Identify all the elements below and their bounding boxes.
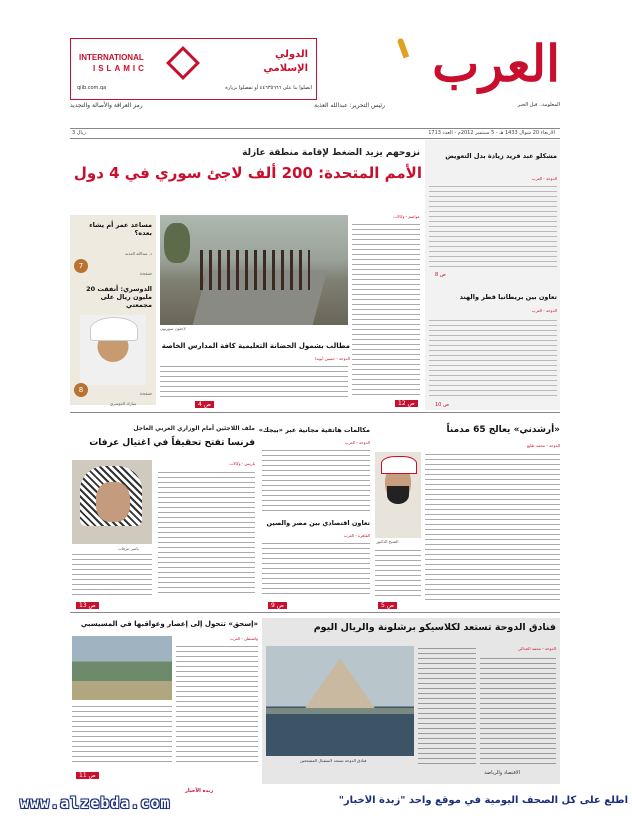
right-text-1 <box>429 184 557 270</box>
ad-slogan: رمز العراقة والأصالة والتجديد <box>70 102 143 109</box>
price: 3 ريال <box>72 130 86 136</box>
mid-story-byline: الدوحة - حسين أبوندا <box>314 356 350 361</box>
left-item1-page-label: صفحة <box>139 271 152 277</box>
left-item1-page: 7 <box>78 262 84 270</box>
lead-photo-caption: لاجئون سوريون <box>160 326 186 331</box>
row2-left-text <box>158 470 255 596</box>
masthead-feather-icon <box>397 38 409 59</box>
masthead-logo: العرب <box>432 34 560 93</box>
left-column <box>70 215 156 405</box>
row2-left-title[interactable]: فرنسا تفتح تحقيقاً في اغتيال عرفات <box>89 438 255 448</box>
masthead <box>70 34 560 128</box>
right-byline-2: الدوحة - العرب <box>531 308 557 313</box>
row2-right-photo-headwear <box>381 456 417 474</box>
row1-rule <box>70 412 560 413</box>
row2-left-page[interactable]: ص 13 <box>76 602 99 609</box>
row2-right-photo <box>375 452 421 538</box>
row3-left-page[interactable]: ص 11 <box>76 772 99 779</box>
row2-mid-sub-text <box>262 541 370 597</box>
row2-right-page[interactable]: ص 5 <box>378 602 397 609</box>
row3-right-photo <box>266 646 414 756</box>
ad-brand-en-1: INTERNATIONAL <box>79 53 144 62</box>
lead-text <box>352 222 420 397</box>
row2-left-byline: باريس - وكالات <box>229 461 255 466</box>
row3-right-photo-shore <box>266 708 414 714</box>
row3-right-text <box>480 656 556 766</box>
left-photo <box>80 315 146 385</box>
left-item2-page-badge[interactable] <box>74 383 88 397</box>
row2-left-photo-face <box>96 482 130 522</box>
lead-photo-tree <box>164 223 190 263</box>
left-item2-page-label: صفحة <box>139 391 152 397</box>
row3-right-byline: الدوحة - محمد الجدالي <box>517 646 556 651</box>
right-column <box>425 140 560 410</box>
date-rule <box>70 138 560 139</box>
right-byline-1: الدوحة - العرب <box>531 176 557 181</box>
lead-headline[interactable]: الأمم المتحدة: 200 ألف لاجئ سوري في 4 دول <box>73 164 422 182</box>
left-item2-page: 8 <box>78 386 84 394</box>
lead-photo-people <box>200 250 310 290</box>
row2-right-byline: الدوحة - محمد طايع <box>526 443 560 448</box>
row2-right-title[interactable]: «أرشدني» يعالج 65 مدمناً <box>446 425 560 435</box>
left-item1-byline: د. عبدالله العذبة <box>125 251 152 256</box>
ad-banner[interactable] <box>70 38 317 100</box>
row2-right-photo-beard <box>387 486 409 504</box>
row3-left-title[interactable]: «إسحق» تتحول إلى إعصار وعواقبها في المسيسبي <box>80 620 258 628</box>
row3-right-caption: فنادق الدوحة تستعد لاستقبال المشجعين <box>300 758 367 763</box>
ad-phone: اتصلوا بنا على ٤٤٦٣٥٦٦٦ أو تفضلوا بزيارة <box>225 85 312 91</box>
ad-logo-icon <box>166 46 200 80</box>
lead-kicker: نزوحهم يزيد الضغط لإقامة منطقة عازلة <box>242 148 420 158</box>
ad-brand-ar-2: الإسلامي <box>263 63 308 74</box>
row2-left-caption: ياسر عرفات <box>118 546 139 551</box>
row2-mid-page[interactable]: ص 9 <box>268 602 287 609</box>
editor-line: رئيس التحرير: عبدالله العذبة <box>314 102 385 109</box>
masthead-rule <box>70 128 560 129</box>
left-photo-caption: مبارك الدوسري <box>110 401 137 406</box>
mid-story-page[interactable]: ص 4 <box>195 401 214 408</box>
mid-story-title[interactable]: مطالب بشمول الحضانة التعليمية كافة المدارس الخاصة <box>161 342 350 350</box>
left-item1-title[interactable]: مساعد عمر أم يشاء بعده؟ <box>89 221 152 237</box>
right-page-1[interactable]: ص 8 <box>435 272 446 278</box>
row3-left-text <box>176 644 258 766</box>
lead-page-ref[interactable]: ص 12 <box>395 400 418 407</box>
right-text-2 <box>429 318 557 398</box>
lead-byline: عواصم - وكالات <box>393 214 420 219</box>
row2-mid-sub-byline: القاهرة - العرب <box>343 533 370 538</box>
row2-mid-byline: الدوحة - العرب <box>344 440 370 445</box>
row3-right-photo-hotel <box>304 658 376 710</box>
row2-right-caption: الشيخ الدكتور <box>376 539 399 544</box>
right-page-2[interactable]: ص 10 <box>435 402 450 408</box>
row3-right-text-2 <box>418 646 476 766</box>
row3-left-byline: واشنطن - العرب <box>229 636 258 641</box>
row2-right-text-left <box>375 548 421 598</box>
row3-right-section[interactable]: الاقتصاد والرياضة <box>484 770 520 776</box>
row2-left-text-2 <box>72 552 152 596</box>
right-title-2[interactable]: تعاون بين بريطانيا قطر والهند <box>459 293 557 301</box>
footer-small-logo: زبدة الأخبار <box>185 788 214 794</box>
footer-slogan[interactable]: اطلع على كل الصحف اليومية في موقع واحد "زبدة الأخبار" <box>338 795 628 806</box>
left-photo-headwear <box>90 317 138 341</box>
row2-left-kicker: ملف اللاجئين أمام الوزاري العربي العاجل <box>133 425 255 432</box>
ad-url[interactable]: qiib.com.qa <box>77 85 107 91</box>
row2-right-text <box>425 452 560 600</box>
row3-right-title[interactable]: فنادق الدوحة تستعد لكلاسيكو برشلونة والريال اليوم <box>313 622 556 633</box>
left-item1-page-badge[interactable] <box>74 259 88 273</box>
ad-brand-ar-1: الدولي <box>274 49 308 60</box>
date-line: الأربعاء 20 شوال 1433 هـ - 5 سبتمبر 2012م - العدد 1713 <box>428 130 555 136</box>
row2-mid-text <box>262 448 370 514</box>
row2-mid-title[interactable]: مكالمات هاتفية مجانية عبر «بيجك» <box>258 426 370 434</box>
row3-left-text-2 <box>72 704 172 766</box>
lead-photo <box>160 215 348 325</box>
row2-mid-sub[interactable]: تعاون اقتصادي بين مصر والصين <box>266 519 370 527</box>
left-item2-title[interactable]: الدوسري: أنفقت 20 مليون ريال على مجمعتي <box>86 285 152 309</box>
row3-left-photo <box>72 636 172 700</box>
right-title-1[interactable]: مشكلو عبد فريد زيادة بدل التعويض <box>445 152 557 160</box>
footer-url[interactable]: www.alzebda.com <box>20 794 171 812</box>
row2-left-photo <box>72 460 152 544</box>
ad-brand-en-2: ISLAMIC <box>93 64 147 73</box>
masthead-tagline: المعلومة.. قبل الخبر <box>517 102 560 108</box>
footer-bar <box>0 786 632 818</box>
mid-story-text <box>160 364 348 400</box>
row2-rule <box>70 612 560 613</box>
